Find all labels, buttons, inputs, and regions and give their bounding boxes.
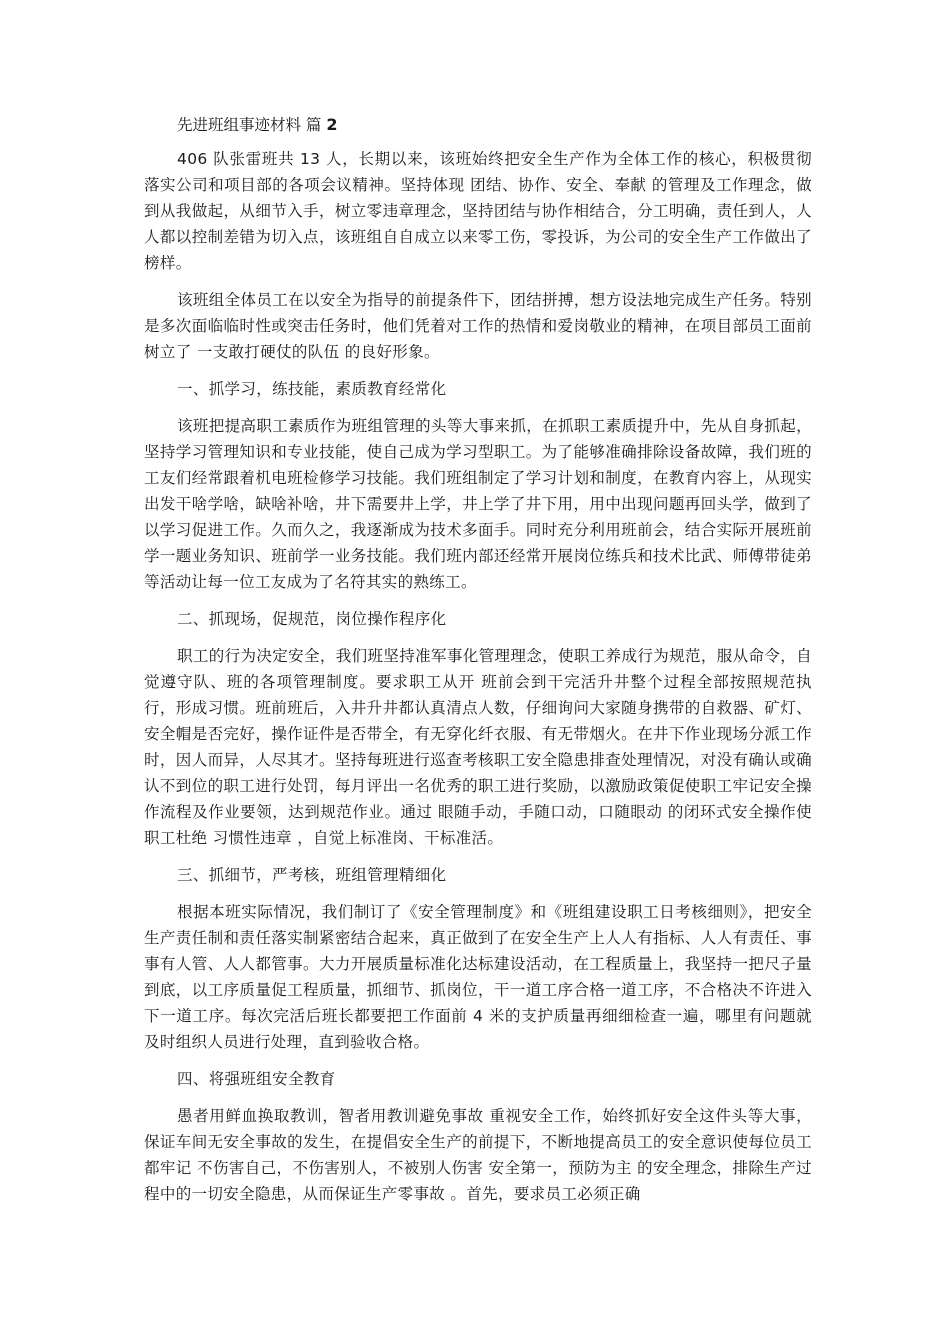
section-heading-3: 三、抓细节，严考核，班组管理精细化	[177, 866, 447, 884]
document-title	[144, 112, 812, 138]
paragraph-study-skills: 该班把提高职工素质作为班组管理的头等大事来抓，在抓职工素质提升中，先从自身抓起，坚持学习管理知识和专业技能，使自己成为学习型职工。为了能够准确排除设备故障，我们班的工友们经常跟着机电班检修学习技能。我们班组制定了学习计划和制度，在教育内容上，从现实出发干啥学啥，缺啥补啥，井下需要井上学，井上学了井下用，用中出现问题再回头学，做到了以学习促进工作。久而久之，我逐渐成为技术多面手。同时充分利用班前会，结合实际开展班前学一题业务知识、班前学一业务技能。我们班内部还经常开展岗位练兵和技术比武、师傅带徒弟等活动让每一位工友成为了名符其实的熟练工。	[144, 417, 812, 591]
document-title-number: 2	[326, 115, 338, 134]
document-body	[144, 112, 812, 1218]
paragraph-safety-education: 愚者用鲜血换取教训，智者用教训避免事故 重视安全工作，始终抓好安全这件头等大事，保证车间无安全事故的发生，在提倡安全生产的前提下，不断地提高员工的安全意识使每位员工都牢记 不伤害自己，不伤害别人，不被别人伤害 安全第一，预防为主 的安全理念，排除生产过程中的一切安全隐患，从而保证生产零事故 。首先，要求员工必须正确	[144, 1107, 812, 1203]
section-heading-2: 二、抓现场，促规范，岗位操作程序化	[177, 610, 447, 628]
paragraph-team-spirit: 该班组全体员工在以安全为指导的前提条件下，团结拼搏，想方设法地完成生产任务。特别是多次面临临时性或突击任务时，他们凭着对工作的热情和爱岗敬业的精神，在项目部员工面前树立了 一支敢打硬仗的队伍 的良好形象。	[144, 291, 812, 361]
paragraph-intro: 406 队张雷班共 13 人，长期以来，该班始终把安全生产作为全体工作的核心，积极贯彻落实公司和项目部的各项会议精神。坚持体现 团结、协作、安全、奉献 的管理及工作理念，做到从我做起，从细节入手，树立零违章理念，坚持团结与协作相结合，分工明确，责任到人，人人都以控制差错为切入点，该班组自自成立以来零工伤，零投诉，为公司的安全生产工作做出了榜样。	[144, 150, 812, 272]
section-heading-4: 四、将强班组安全教育	[177, 1070, 336, 1088]
paragraph-on-site-standards: 职工的行为决定安全，我们班坚持准军事化管理理念，使职工养成行为规范，服从命令，自觉遵守队、班的各项管理制度。要求职工从开 班前会到干完活升井整个过程全部按照规范执行，形成习惯。班前班后，入井升井都认真清点人数，仔细询问大家随身携带的自救器、矿灯、安全帽是否完好，操作证件是否带全，有无穿化纤衣服、有无带烟火。在井下作业现场分派工作时，因人而异，人尽其才。坚持每班进行巡查考核职工安全隐患排查处理情况，对没有确认或确认不到位的职工进行处罚，每月评出一名优秀的职工进行奖励，以激励政策促使职工牢记安全操作流程及作业要领，达到规范作业。通过 眼随手动，手随口动，口随眼动 的闭环式安全操作使职工杜绝 习惯性违章 ，自觉上标准岗、干标准活。	[144, 647, 812, 847]
document-title-text: 先进班组事迹材料 篇	[177, 116, 327, 134]
paragraph-detail-assessment: 根据本班实际情况，我们制订了《安全管理制度》和《班组建设职工日考核细则》，把安全生产责任制和责任落实制紧密结合起来，真正做到了在安全生产上人人有指标、人人有责任、事事有人管、人人都管事。大力开展质量标准化达标建设活动，在工程质量上，我坚持一把尺子量到底，以工序质量促工程质量，抓细节、抓岗位，干一道工序合格一道工序，不合格决不许进入 下一道工序。每次完活后班长都要把工作面前 4 米的支护质量再细细检查一遍，哪里有问题就及时组织人员进行处理，直到验收合格。	[144, 903, 812, 1051]
section-heading-1: 一、抓学习，练技能，素质教育经常化	[177, 380, 447, 398]
